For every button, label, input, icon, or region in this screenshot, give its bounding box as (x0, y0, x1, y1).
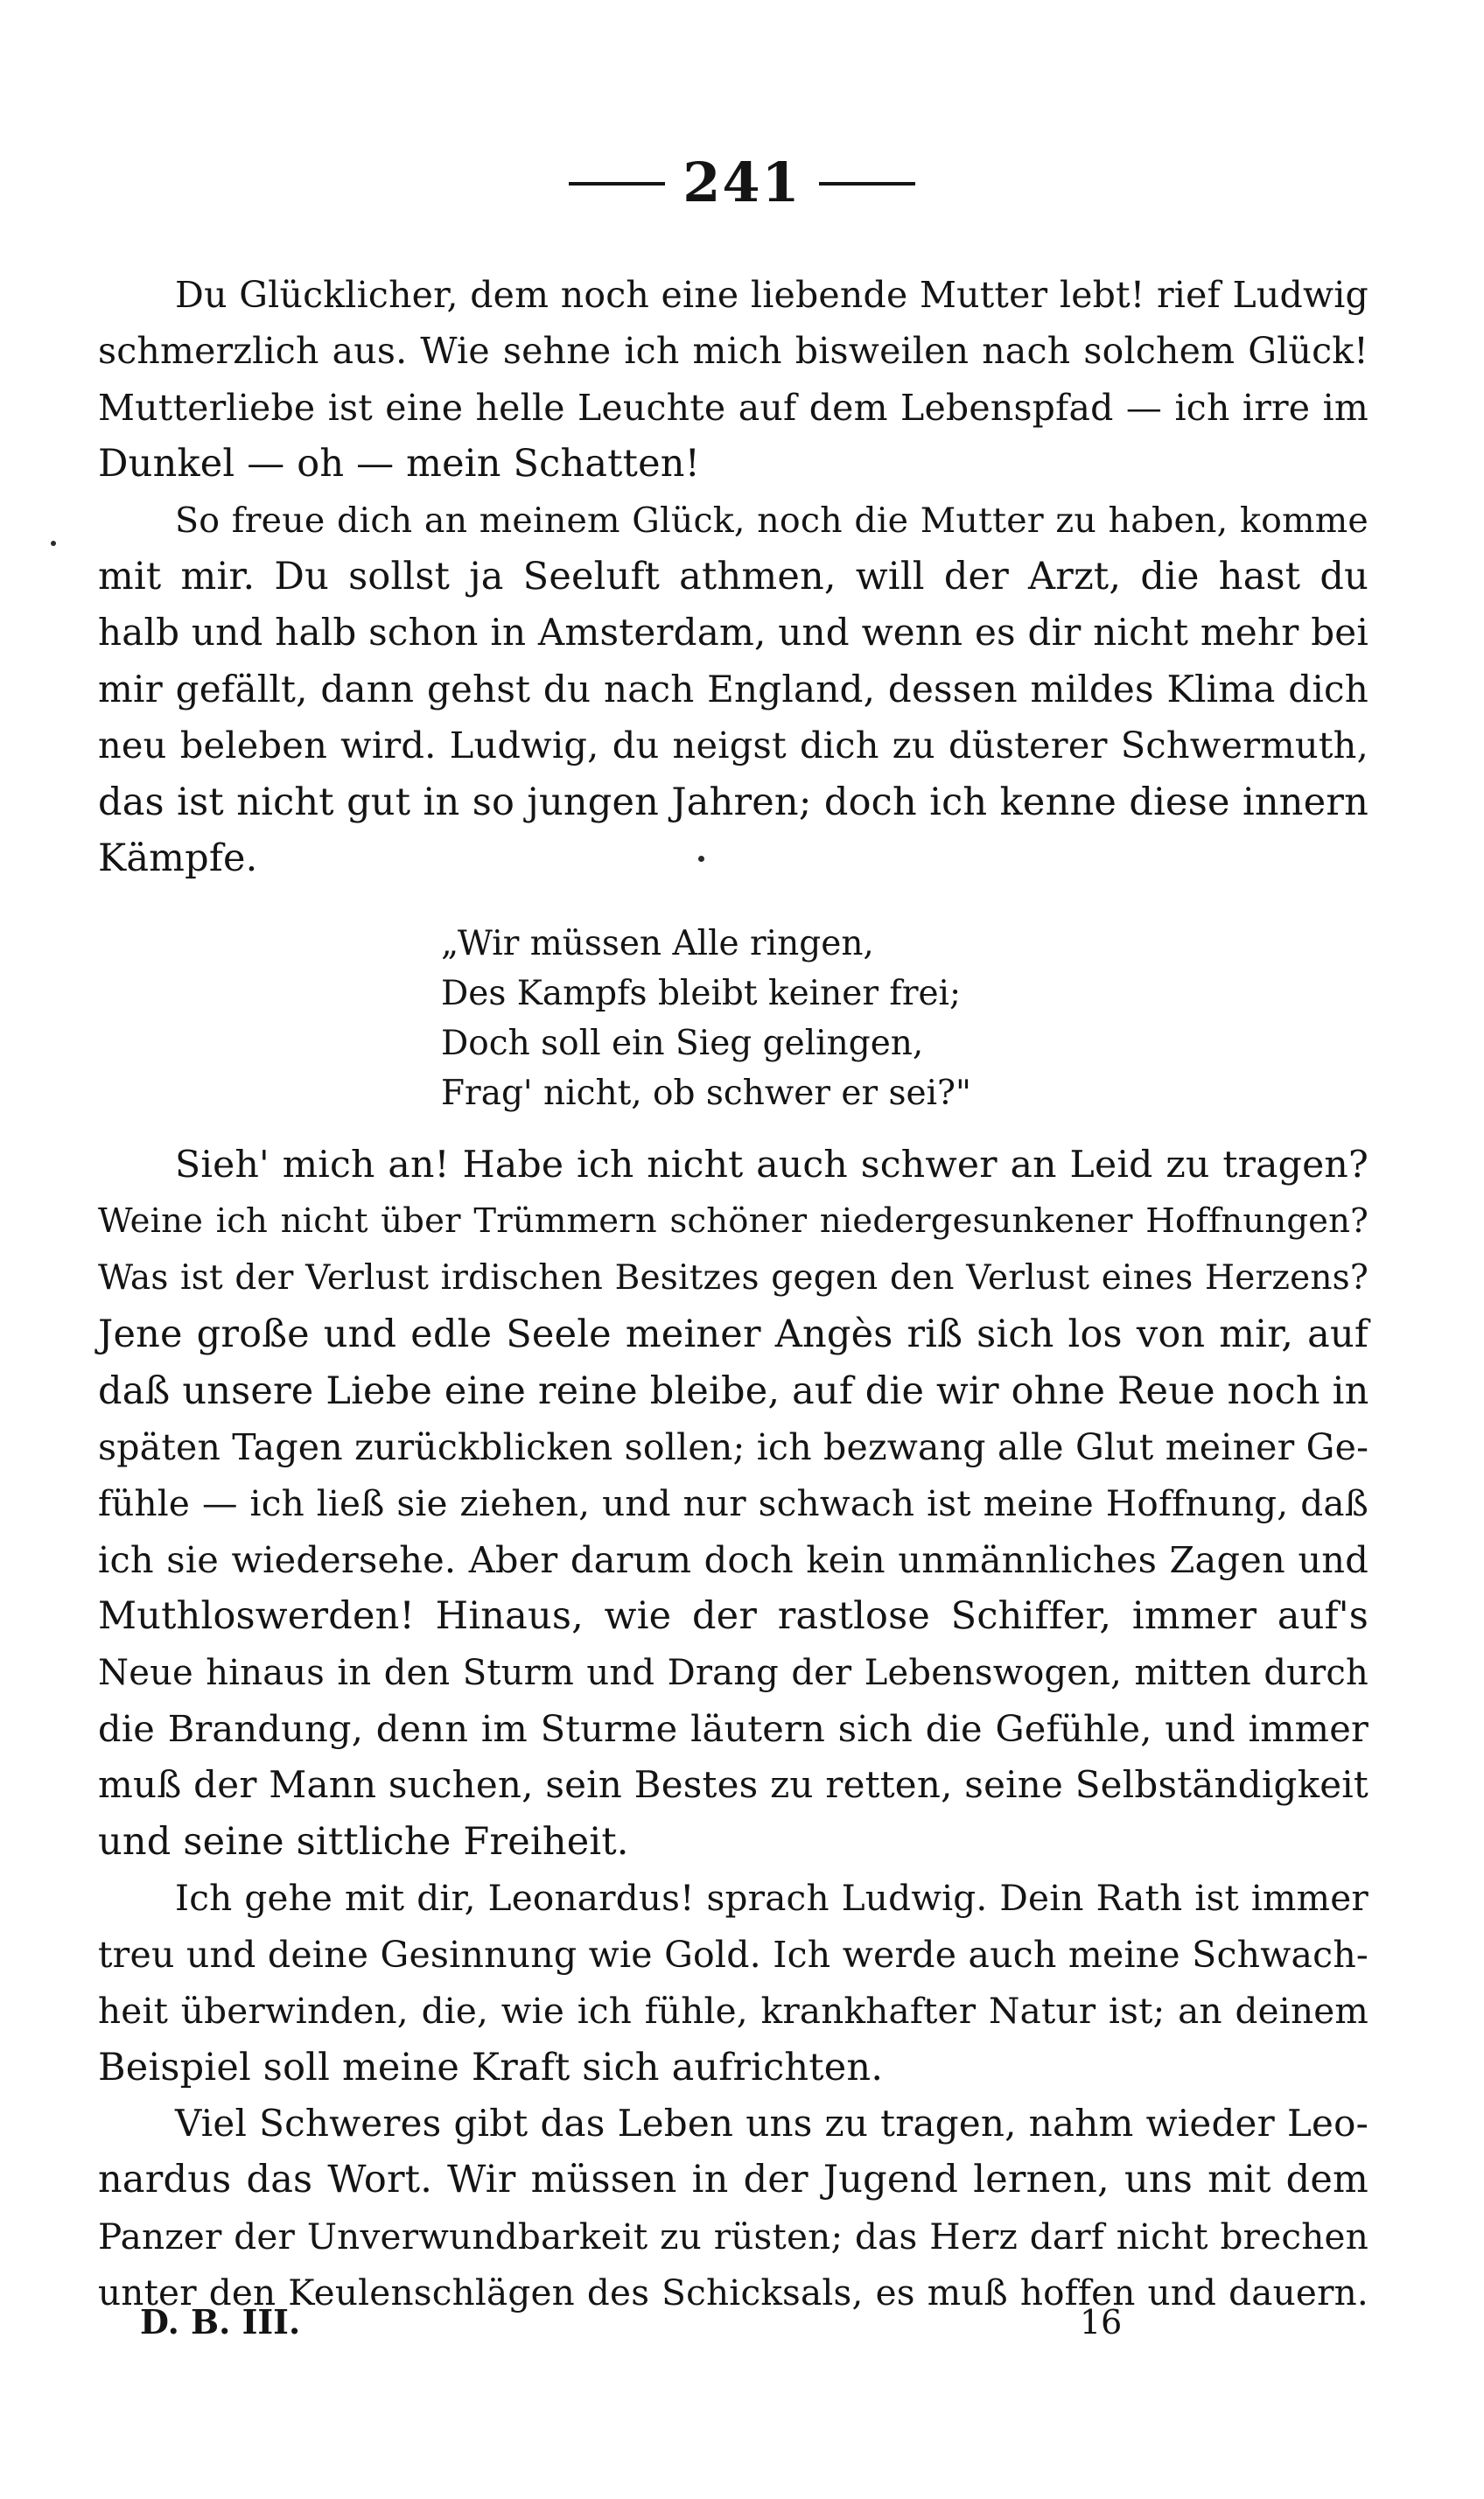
text-line: Panzer der Unverwundbarkeit zu rüsten; das Herz darf nicht brechen (98, 2215, 1368, 2258)
text-line: neu beleben wird. Ludwig, du neigst dich zu düsterer Schwermuth, (98, 724, 1368, 767)
text-line: Mutterliebe ist eine helle Leuchte auf dem Lebenspfad — ich irre im (98, 386, 1368, 429)
text-line: treu und deine Gesinnung wie Gold. Ich werde auch meine Schwach- (98, 1933, 1368, 1976)
text-line: mit mir. Du sollst ja Seeluft athmen, will der Arzt, die hast du (98, 555, 1368, 599)
page-number-rule-left (569, 182, 665, 186)
verse-line: Doch soll ein Sieg gelingen, (441, 1024, 924, 1063)
sheet-number: 16 (1080, 2303, 1123, 2342)
text-line: ich sie wiedersehe. Aber darum doch kein unmännliches Zagen und (98, 1537, 1368, 1581)
page-number-rule-right (819, 182, 915, 186)
text-line: Du Glücklicher, dem noch eine liebende Mutter lebt! rief Ludwig (175, 274, 1368, 316)
text-line: halb und halb schon in Amsterdam, und wenn es dir nicht mehr bei (98, 611, 1368, 654)
text-line: Viel Schweres gibt das Leben uns zu tragen, nahm wieder Leo- (175, 2101, 1368, 2145)
verse-line: Des Kampfs bleibt keiner frei; (441, 974, 962, 1013)
signature-mark: D. B. III. (140, 2302, 301, 2342)
text-line: So freue dich an meinem Glück, noch die Mutter zu haben, komme (175, 500, 1368, 541)
text-line: das ist nicht gut in so jungen Jahren; doch ich kenne diese innern (98, 780, 1368, 824)
text-line: Sieh' mich an! Habe ich nicht auch schwer an Leid zu tragen? (175, 1144, 1368, 1186)
text-line: Kämpfe. (98, 836, 258, 881)
body-text-block-2 (98, 1138, 1368, 2321)
text-line: fühle — ich ließ sie ziehen, und nur schwach ist meine Hoffnung, daß (98, 1482, 1368, 1525)
text-line: nardus das Wort. Wir müssen in der Jugend lernen, uns mit dem (98, 2158, 1368, 2202)
text-line: Beispiel soll meine Kraft sich aufrichten. (98, 2045, 884, 2090)
page-number-text: 241 (682, 150, 802, 214)
text-line: schmerzlich aus. Wie sehne ich mich bisweilen nach solchem Glück! (98, 330, 1368, 373)
text-line: Weine ich nicht über Trümmern schöner niedergesunkener Hoffnungen? (98, 1201, 1368, 1242)
verse-line: Frag' nicht, ob schwer er sei?" (441, 1074, 971, 1113)
body-text-block-1 (98, 267, 1368, 886)
stray-ink-dot (51, 541, 56, 546)
text-line: Neue hinaus in den Sturm und Drang der Lebenswogen, mitten durch (98, 1652, 1368, 1693)
text-line: späten Tagen zurückblicken sollen; ich bezwang alle Glut meiner Ge- (98, 1426, 1369, 1469)
stray-ink-dot (698, 856, 704, 862)
text-line: daß unsere Liebe eine reine bleibe, auf die wir ohne Reue noch in (98, 1368, 1369, 1413)
text-line: mir gefällt, dann gehst du nach England, dessen mildes Klima dich (98, 667, 1368, 710)
text-line: muß der Mann suchen, sein Bestes zu retten, seine Selbständigkeit (98, 1763, 1368, 1807)
verse-quotation (441, 919, 971, 1118)
page-footer (0, 2296, 1484, 2348)
text-line: die Brandung, denn im Sturme läutern sich die Gefühle, und immer (98, 1707, 1368, 1751)
text-line: heit überwinden, die, wie ich fühle, krankhafter Natur ist; an deinem (98, 1990, 1368, 2033)
verse-line: „Wir müssen Alle ringen, (441, 924, 874, 963)
text-line: unter den Keulenschlägen des Schicksals, es muß hoffen und dauern. (98, 2272, 1368, 2314)
text-line: Dunkel — oh — mein Schatten! (98, 442, 701, 486)
text-line: Ich gehe mit dir, Leonardus! sprach Ludwig. Dein Rath ist immer (175, 1877, 1368, 1920)
text-line: Jene große und edle Seele meiner Angès riß sich los von mir, auf (98, 1312, 1368, 1357)
text-line: und seine sittliche Freiheit. (98, 1819, 629, 1864)
text-line: Was ist der Verlust irdischen Besitzes gegen den Verlust eines Herzens? (98, 1257, 1368, 1298)
text-line: Muthloswerden! Hinaus, wie der rastlose Schiffer, immer auf's (98, 1594, 1368, 1639)
page-number (0, 150, 1484, 214)
